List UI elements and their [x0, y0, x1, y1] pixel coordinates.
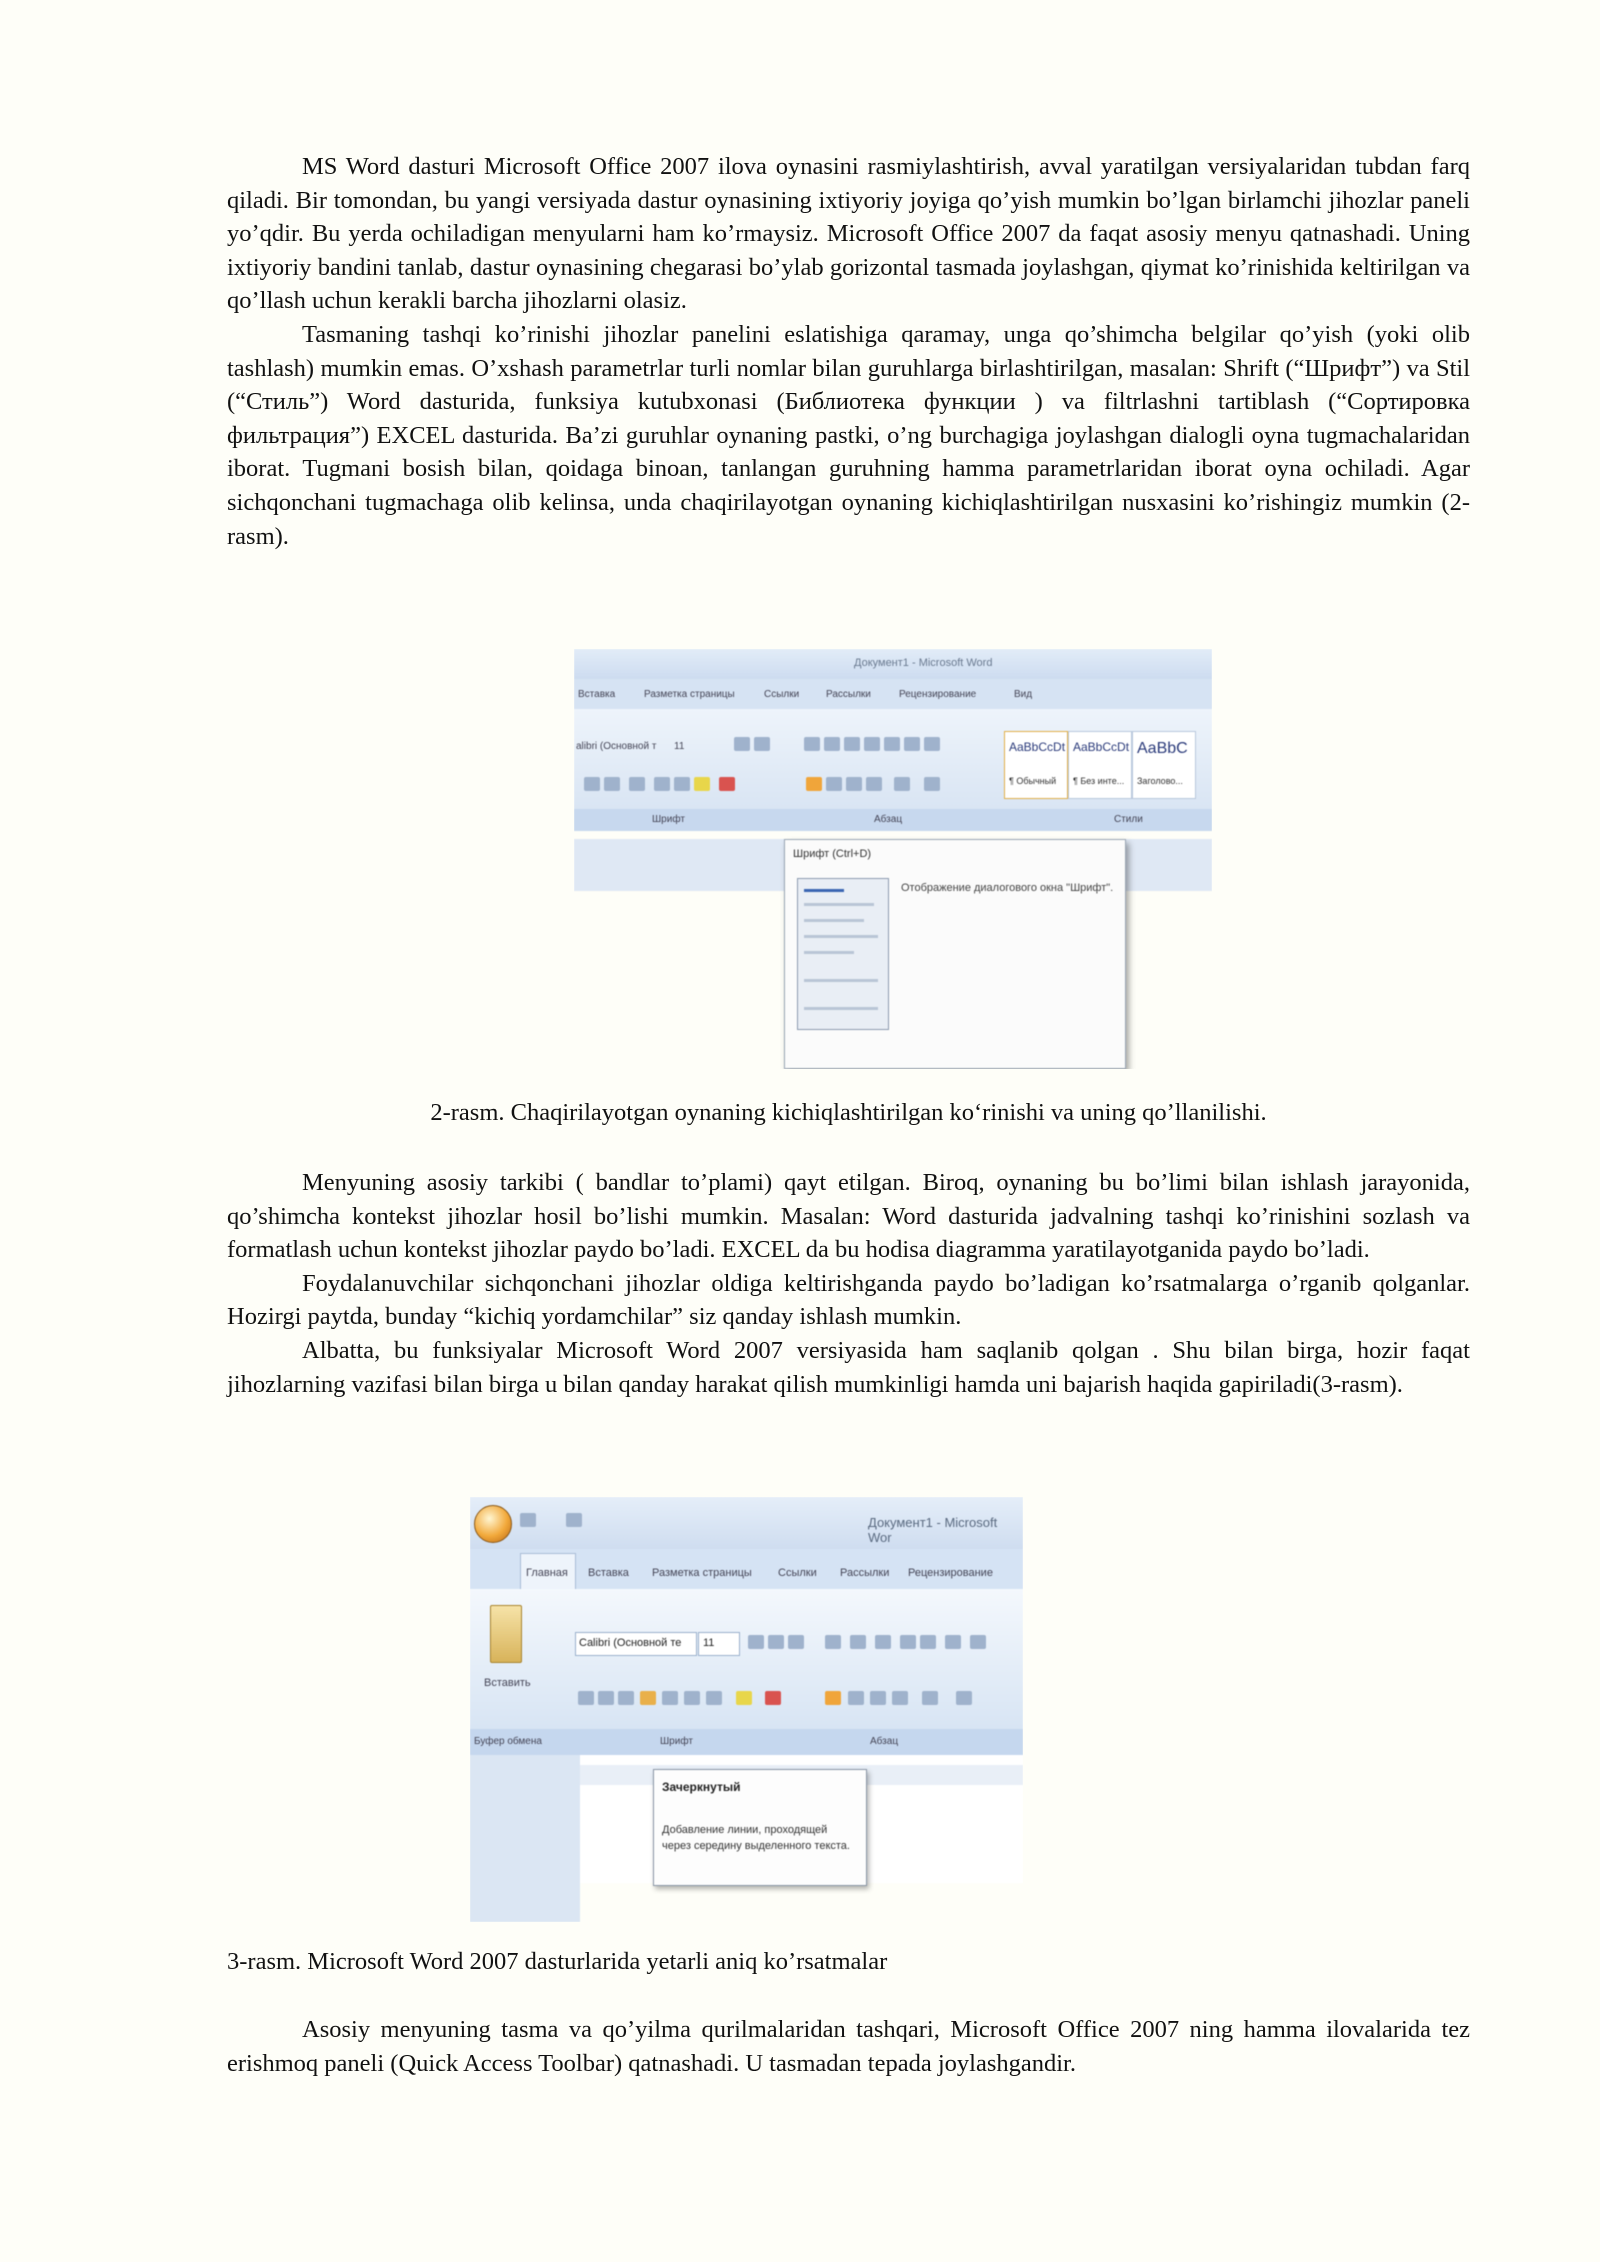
group-font-label: Шрифт	[660, 1736, 693, 1747]
group-styles-label: Стили	[1114, 814, 1143, 825]
strikethrough-tooltip	[653, 1769, 867, 1886]
document-body	[227, 150, 1470, 553]
style-no-spacing[interactable]: AaBbCcDt ¶ Без инте...	[1068, 731, 1132, 799]
group-clipboard-label: Буфер обмена	[474, 1736, 542, 1747]
dialog-thumbnail	[797, 878, 889, 1030]
font-name-box[interactable]: alibri (Основной т	[576, 741, 657, 752]
tab-mailings[interactable]: Рассылки	[826, 689, 871, 700]
document-body-middle	[227, 1166, 1470, 1401]
paragraph-5: Albatta, bu funksiyalar Microsoft Word 2007 versiyasida ham saqlanib qolgan . Shu bilan birga, hozir faqat jihozlarning vazifasi bilan birga u bilan qanday harakat qilish mumkinligi hamda uni bajarish haqida gapiriladi(3-rasm).	[227, 1336, 1470, 1398]
paragraph-6: Asosiy menyuning tasma va qo’yilma qurilmalaridan tashqari, Microsoft Office 2007 ning hamma ilovalarida tez erishmoq paneli (Quick Access Toolbar) qatnashadi. U tasmadan tepada joylashgandir.	[227, 2016, 1470, 2077]
figure-3-caption: 3-rasm. Microsoft Word 2007 dasturlarida yetarli aniq ko’rsatmalar	[227, 1948, 888, 1975]
tab-review[interactable]: Рецензирование	[899, 689, 977, 700]
popup-description: Отображение диалогового окна "Шрифт".	[901, 882, 1114, 894]
window-title: Документ1 - Microsoft Wor	[868, 1515, 998, 1545]
font-size-box[interactable]: 11	[674, 741, 685, 752]
document-body-bottom	[227, 2013, 1470, 2080]
popup-title: Шрифт (Ctrl+D)	[793, 848, 872, 860]
paragraph-2: Tasmaning tashqi ko’rinishi jihozlar panelini eslatishiga qaramay, unga qo’shimcha belgilar qo’yish (yoki olib tashlash) mumkin emas. O’xshash parametrlar turli nomlar bilan guruhlarga birlashtirilgan, masalan: Shrift (“Шрифт”) va Stil (“Стиль”) Word dasturida, funksiya kutubxonasi (Библиотека функции ) va filtrlashni tartiblash (“Сортировка фильтрация”) EXCEL dasturida. Ba’zi guruhlar oynaning pastki, o’ng burchagiga joylashgan dialogli oyna tugmachalaridan iborat. Tugmani bosish bilan, qoidaga binoan, tanlangan guruhning hamma parametrlaridan iborat oyna ochiladi. Agar sichqonchani tugmachaga olib kelinsa, unda chaqirilayotgan oynaning kichiqlashtirilgan nusxasini ko’rishingiz mumkin (2-rasm).	[227, 320, 1470, 550]
tab-insert[interactable]: Вставка	[588, 1567, 629, 1579]
tab-page-layout[interactable]: Разметка страницы	[644, 689, 735, 700]
figure-2-caption: 2-rasm. Chaqirilayotgan oynaning kichiqlashtirilgan ko‘rinishi va uning qo’llanilishi.	[430, 1099, 1267, 1126]
tooltip-title: Зачеркнутый	[662, 1780, 741, 1794]
font-dialog-preview	[784, 839, 1126, 1069]
ribbon-group-labels	[470, 1729, 1023, 1755]
figure-3-screenshot	[470, 1497, 1023, 1922]
window-titlebar	[574, 649, 1212, 679]
group-paragraph-label: Абзац	[870, 1736, 899, 1747]
window-title: Документ1 - Microsoft Word	[854, 657, 993, 669]
paragraph-4: Foydalanuvchilar sichqonchani jihozlar oldiga keltirishganda paydo bo’ladigan ko’rsatmalarga o’rganib qolganlar. Hozirgi paytda, bunday “kichiq yordamchilar” siz qanday ishlash mumkin.	[227, 1269, 1470, 1331]
tab-review[interactable]: Рецензирование	[908, 1567, 993, 1579]
group-paragraph-label: Абзац	[874, 814, 903, 825]
ribbon	[470, 1589, 1023, 1729]
font-name-box[interactable]: Calibri (Основной те	[575, 1632, 697, 1656]
style-normal[interactable]: AaBbCcDt ¶ Обычный	[1004, 731, 1068, 799]
figure-2-screenshot	[574, 649, 1212, 1069]
office-button-icon[interactable]	[474, 1505, 512, 1543]
group-font-label: Шрифт	[652, 814, 685, 825]
style-heading[interactable]: AaBbC Заголово...	[1132, 731, 1196, 799]
window-titlebar	[470, 1497, 1023, 1549]
paragraph-1: MS Word dasturi Microsoft Office 2007 ilova oynasini rasmiylashtirish, avval yaratilgan versiyalaridan tubdan farq qiladi. Bir tomondan, bu yangi versiyada dastur oynasining ixtiyoriy joyiga qo’yish mumkin bo’lgan birlamchi jihozlar paneli yo’qdir. Bu yerda ochiladigan menyularni ham ko’rmaysiz. Microsoft Office 2007 da faqat asosiy menyu qatnashadi. Uning ixtiyoriy bandini tanlab, dastur oynasining chegarasi bo’ylab gorizontal tasmada joylashgan, qiymat ko’rinishida keltirilgan va qo’llash uchun kerakli barcha jihozlarni olasiz.	[227, 153, 1470, 315]
ribbon-tabs	[574, 679, 1212, 709]
tab-home[interactable]: Главная	[526, 1567, 568, 1579]
ribbon-group-labels	[574, 809, 1212, 831]
paste-label: Вставить	[484, 1677, 531, 1689]
tab-mailings[interactable]: Рассылки	[840, 1567, 890, 1579]
tooltip-body: Добавление линии, проходящей через середину выделенного текста.	[662, 1824, 850, 1852]
tab-references[interactable]: Ссылки	[778, 1567, 817, 1579]
tab-page-layout[interactable]: Разметка страницы	[652, 1567, 752, 1579]
tab-references[interactable]: Ссылки	[764, 689, 800, 700]
paragraph-3: Menyuning asosiy tarkibi ( bandlar to’plami) qayt etilgan. Biroq, oynaning bu bo’limi bilan ishlash jarayonida, qo’shimcha kontekst jihozlar hosil bo’lishi mumkin. Masalan: Word dasturida jadvalning tashqi ko’rinishini sozlash va formatlash uchun kontekst jihozlar paydo bo’ladi. EXCEL da bu hodisa diagramma yaratilayotganida paydo bo’ladi.	[227, 1169, 1470, 1264]
left-ruler	[470, 1755, 580, 1922]
tab-insert[interactable]: Вставка	[578, 689, 616, 700]
font-size-box[interactable]: 11	[698, 1632, 740, 1656]
tab-view[interactable]: Вид	[1014, 689, 1033, 700]
paste-icon[interactable]	[490, 1605, 522, 1663]
